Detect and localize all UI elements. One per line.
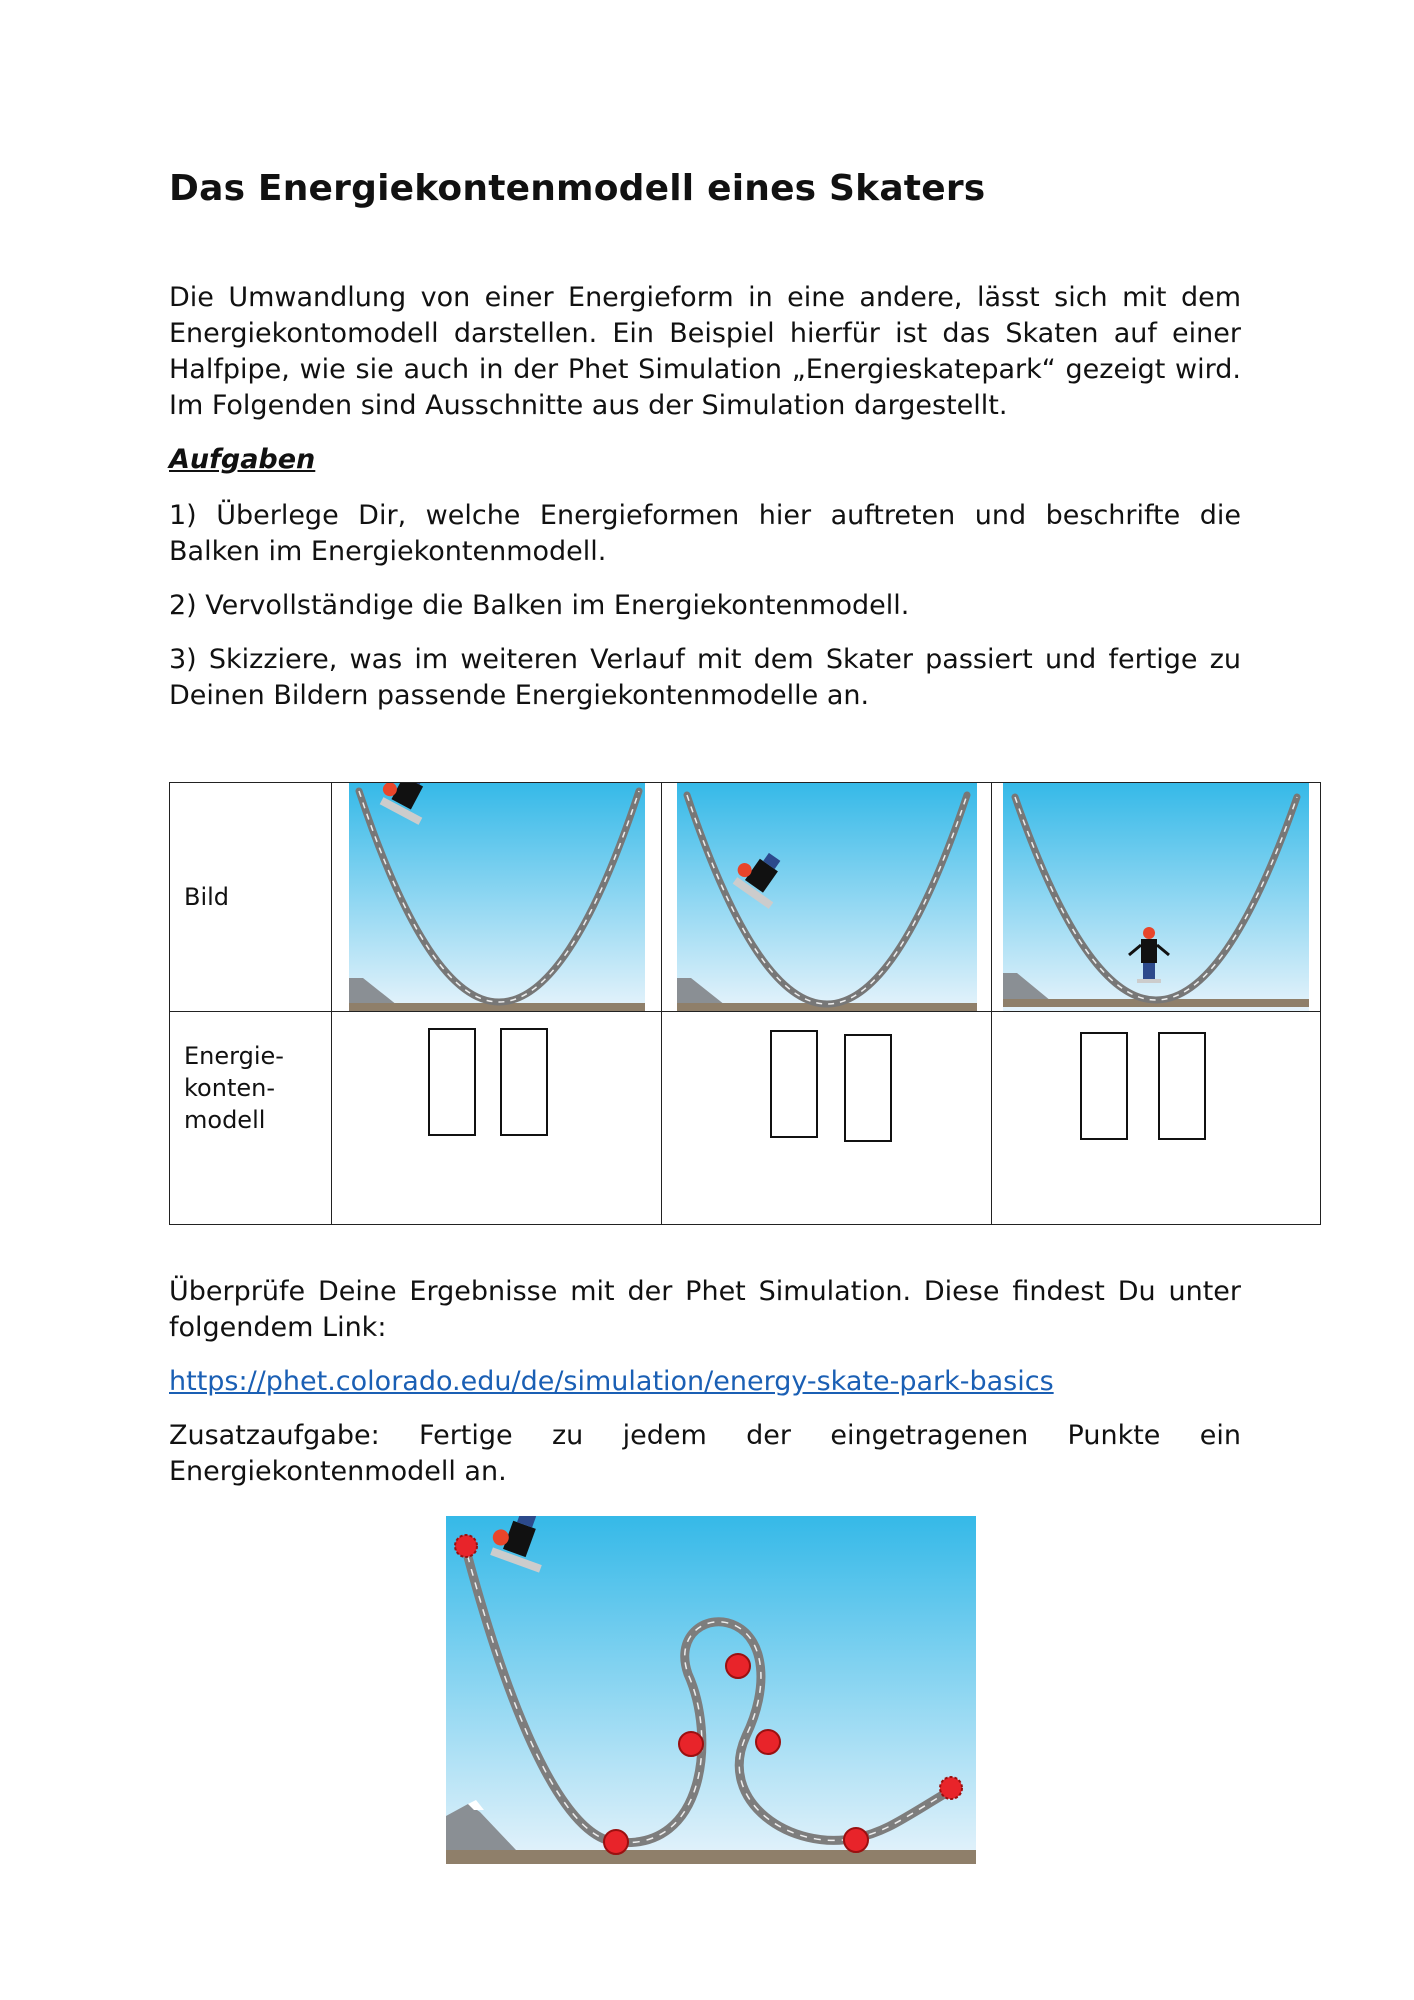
scene-cell-1	[332, 783, 662, 1012]
energy-model-cell-2	[662, 1012, 992, 1225]
track-point-bottom-left[interactable]	[604, 1830, 628, 1854]
rollercoaster-track-image	[446, 1516, 976, 1864]
halfpipe-scene-3	[1003, 783, 1309, 1011]
track-point-end[interactable]	[940, 1777, 962, 1799]
energy-model-cell-3	[992, 1012, 1321, 1225]
scene-cell-3	[992, 783, 1321, 1012]
task-1: 1) Überlege Dir, welche Energieformen hier auftreten und beschrifte die Balken im Energiekontenmodell.	[169, 500, 1241, 567]
scene-cell-2	[662, 783, 992, 1012]
check-paragraph: Überprüfe Deine Ergebnisse mit der Phet Simulation. Diese findest Du unter folgendem Link:	[169, 1276, 1241, 1343]
halfpipe-scene-1	[349, 783, 645, 1011]
track-point-start[interactable]	[455, 1535, 477, 1557]
row-label-bild: Bild	[170, 783, 332, 1012]
track-point-loop-left[interactable]	[679, 1732, 703, 1756]
task-2: 2) Vervollständige die Balken im Energiekontenmodell.	[169, 590, 910, 621]
halfpipe-scene-2	[677, 783, 977, 1011]
task-3: 3) Skizziere, was im weiteren Verlauf mit dem Skater passiert und fertige zu Deinen Bildern passende Energiekontenmodelle an.	[169, 644, 1241, 711]
track-point-bottom-right[interactable]	[844, 1828, 868, 1852]
track-point-loop-right[interactable]	[756, 1730, 780, 1754]
energy-model-cell-1	[332, 1012, 662, 1225]
energy-bar-2a[interactable]	[770, 1030, 818, 1138]
energy-bar-3a[interactable]	[1080, 1032, 1128, 1140]
energy-bar-3b[interactable]	[1158, 1032, 1206, 1140]
energy-bar-2b[interactable]	[844, 1034, 892, 1142]
row-label-energiekontenmodell: Energie- konten- modell	[170, 1012, 332, 1225]
energy-bar-1b[interactable]	[500, 1028, 548, 1136]
extra-task-paragraph: Zusatzaufgabe: Fertige zu jedem der eingetragenen Punkte ein Energiekontenmodell an.	[169, 1420, 1241, 1487]
task-table	[169, 782, 1321, 1225]
track-point-loop-top[interactable]	[726, 1654, 750, 1678]
page-title: Das Energiekontenmodell eines Skaters	[169, 168, 986, 209]
phet-simulation-link[interactable]: https://phet.colorado.edu/de/simulation/energy-skate-park-basics	[169, 1366, 1054, 1397]
energy-bar-1a[interactable]	[428, 1028, 476, 1136]
intro-paragraph: Die Umwandlung von einer Energieform in eine andere, lässt sich mit dem Energiekontomodell darstellen. Ein Beispiel hierfür ist das Skaten auf einer Halfpipe, wie sie auch in der Phet Simulation „Energieskatepark“ gezeigt wird. Im Folgenden sind Ausschnitte aus der Simulation dargestellt.	[169, 282, 1241, 421]
tasks-heading: Aufgaben	[169, 444, 316, 475]
